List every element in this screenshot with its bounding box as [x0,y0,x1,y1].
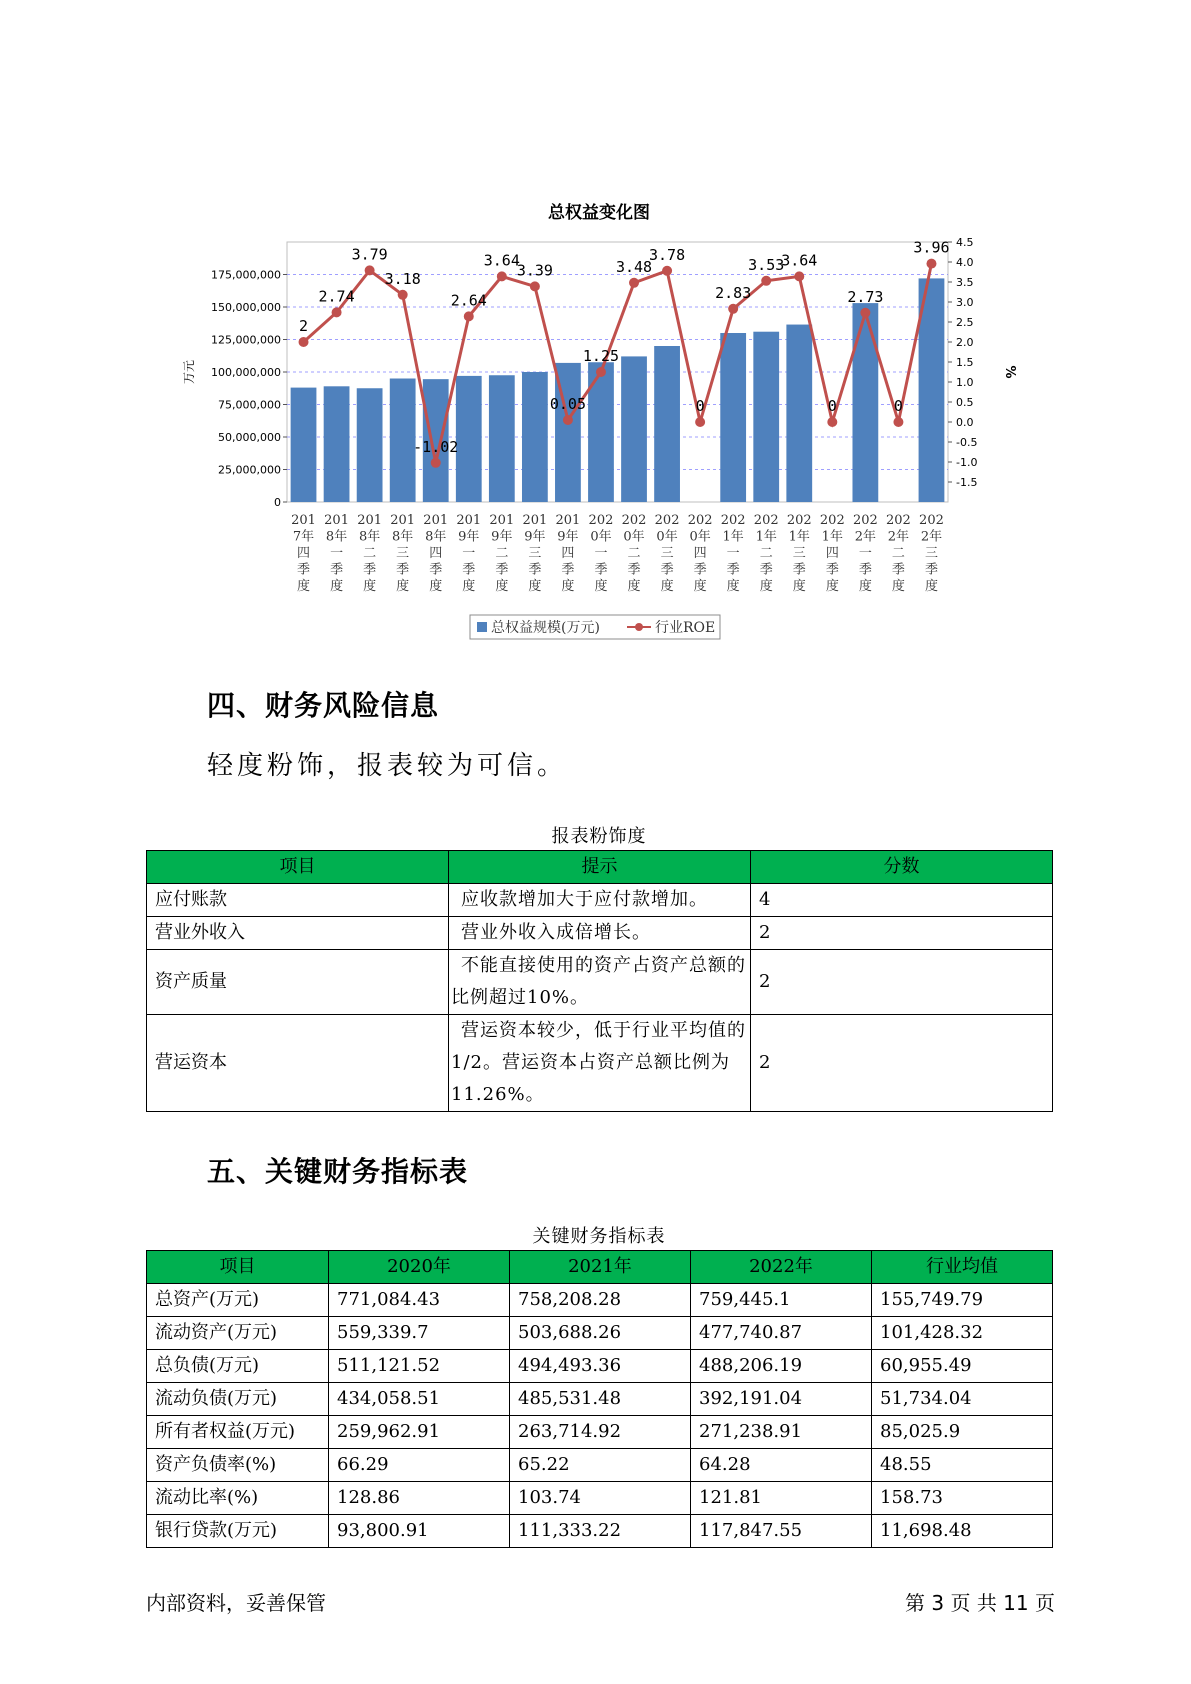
footer-confidential: 内部资料，妥善保管 [146,1591,326,1615]
roe-point [299,337,309,347]
risk-table [146,850,1053,1112]
x-tick-label: 7年 [292,529,315,545]
roe-point [893,417,903,427]
x-tick-label: 度 [561,579,575,594]
roe-point [596,367,606,377]
x-tick-label: 度 [858,579,872,594]
x-tick-label: 1年 [755,529,777,545]
y2-tick-label: 0.5 [956,396,974,409]
bar [720,333,746,502]
section5-heading: 五、关键财务指标表 [207,1155,469,1188]
kpi-label: 总资产(万元) [147,1284,329,1317]
y2-tick-label: 1.0 [956,376,974,389]
bar [753,332,779,502]
bar [291,388,317,502]
kpi-value-industry: 155,749.79 [872,1284,1053,1317]
risk-hint: 营运资本较少，低于行业平均值的1/2。营运资本占资产总额比例为11.26%。 [449,1015,751,1112]
kpi-value-2021: 65.22 [510,1449,691,1482]
x-tick-label: 度 [396,579,410,594]
roe-point [860,308,870,318]
kpi-value-industry: 11,698.48 [872,1515,1053,1548]
x-tick-label: 度 [792,579,806,594]
risk-score: 2 [751,917,1053,950]
risk-item: 资产质量 [147,950,449,1015]
x-tick-label: 0年 [656,529,678,545]
x-tick-label: 202 [852,513,878,528]
x-tick-label: 季 [396,562,410,578]
kpi-value-2020: 434,058.51 [329,1383,510,1416]
x-tick-label: 202 [621,513,647,528]
roe-data-label: 3.53 [748,255,785,274]
x-tick-label: 度 [363,579,377,594]
kpi-value-2020: 259,962.91 [329,1416,510,1449]
x-tick-label: 201 [390,513,416,528]
y-tick-label: 75,000,000 [218,398,281,412]
roe-point [761,276,771,286]
kpi-value-2021: 485,531.48 [510,1383,691,1416]
kpi-value-2021: 758,208.28 [510,1284,691,1317]
x-tick-label: 1年 [722,529,744,545]
bar [621,356,647,502]
y-tick-label: 150,000,000 [211,301,281,314]
x-tick-label: 202 [654,513,680,528]
x-tick-label: 度 [528,579,542,594]
x-tick-label: 度 [462,579,476,594]
x-tick-label: 9年 [524,529,546,545]
roe-data-label: 3.48 [615,257,653,276]
kpi-value-2020: 511,121.52 [329,1350,510,1383]
kpi-table-caption: 关键财务指标表 [532,1226,666,1247]
table-row [147,1350,1053,1383]
roe-point [629,278,639,288]
bar [786,325,812,502]
equity-chart [0,0,1191,660]
risk-score: 2 [751,950,1053,1015]
x-tick-label: 202 [819,513,845,528]
roe-data-label: 3.78 [649,245,686,264]
x-tick-label: 度 [495,579,509,594]
y2-tick-label: -1.0 [956,456,978,469]
x-tick-label: 三 [660,546,674,561]
roe-data-label: -1.02 [413,437,459,456]
section4-heading: 四、财务风险信息 [207,689,440,722]
roe-data-label: 1.25 [582,347,620,365]
x-tick-label: 季 [759,562,773,578]
kpi-value-2022: 117,847.55 [691,1515,872,1548]
x-tick-label: 2年 [887,529,910,545]
y2-tick-label: 0.0 [956,416,974,429]
roe-data-label: 3.39 [516,261,553,280]
kpi-value-2022: 64.28 [691,1449,872,1482]
x-tick-label: 二 [759,546,773,561]
x-tick-label: 201 [489,513,515,528]
x-tick-label: 三 [792,546,806,561]
table-row [147,1015,1053,1112]
x-tick-label: 201 [456,513,482,528]
x-tick-label: 度 [594,579,608,594]
y2-tick-label: -0.5 [956,436,978,449]
x-tick-label: 202 [786,513,812,528]
x-tick-label: 201 [291,513,316,528]
roe-data-label: 0.05 [549,395,586,413]
risk-item: 营运资本 [147,1015,449,1112]
table-row [147,1383,1053,1416]
roe-point [464,311,474,321]
kpi-value-2022: 488,206.19 [691,1350,872,1383]
kpi-value-2021: 103.74 [510,1482,691,1515]
x-tick-label: 一 [858,546,872,561]
x-tick-label: 二 [495,546,509,561]
bar [522,372,548,502]
y-axis-label: 万元 [182,359,196,385]
y2-tick-label: 2.5 [956,316,974,329]
x-tick-label: 0年 [590,529,612,545]
roe-point [431,458,441,468]
table-row [147,1317,1053,1350]
x-tick-label: 三 [924,546,938,561]
x-tick-label: 季 [594,562,608,578]
y2-tick-label: 3.0 [956,296,974,309]
x-tick-label: 202 [753,513,779,528]
x-tick-label: 度 [297,579,311,594]
x-tick-label: 8年 [358,529,381,545]
kpi-value-2020: 128.86 [329,1482,510,1515]
x-tick-label: 202 [720,513,746,528]
y2-tick-label: 4.0 [956,256,974,269]
x-tick-label: 季 [627,562,641,578]
y2-tick-label: 3.5 [956,276,974,289]
y-tick-label: 100,000,000 [211,366,281,379]
y-tick-label: 175,000,000 [211,268,281,282]
y2-axis-label: % [1002,365,1017,379]
x-tick-label: 一 [726,546,740,561]
kpi-value-2021: 263,714.92 [510,1416,691,1449]
bar [357,388,383,502]
kpi-label: 银行贷款(万元) [147,1515,329,1548]
roe-point [827,417,837,427]
kpi-table-header-row [147,1251,1053,1284]
x-tick-label: 二 [627,546,641,561]
x-tick-label: 1年 [821,529,843,545]
kpi-value-industry: 158.73 [872,1482,1053,1515]
bar [654,346,680,502]
roe-data-label: 2 [299,317,309,335]
kpi-value-2021: 503,688.26 [510,1317,691,1350]
risk-hint: 应收款增加大于应付款增加。 [449,884,751,917]
x-tick-label: 一 [462,546,476,561]
table-row [147,884,1053,917]
roe-data-label: 3.64 [781,251,818,270]
bar [324,386,350,502]
kpi-value-2022: 759,445.1 [691,1284,872,1317]
table-row [147,1284,1053,1317]
x-tick-label: 2年 [854,529,877,545]
x-tick-label: 季 [363,562,377,578]
kpi-label: 流动比率(%) [147,1482,329,1515]
x-tick-label: 0年 [689,529,711,545]
equity-chart-svg [0,0,1191,660]
table-row [147,1482,1053,1515]
kpi-label: 流动资产(万元) [147,1317,329,1350]
x-tick-label: 季 [330,562,344,578]
roe-data-label: 2.73 [847,287,884,306]
kpi-value-industry: 51,734.04 [872,1383,1053,1416]
legend-line-marker [635,623,643,631]
y2-tick-label: -1.5 [956,476,978,489]
roe-point [365,265,375,275]
bar [852,303,878,502]
x-tick-label: 季 [825,562,839,578]
footer-page-number: 第 3 页 共 11 页 [905,1591,1055,1615]
table-row [147,1515,1053,1548]
x-tick-label: 季 [792,562,806,578]
legend-bar-label: 总权益规模(万元) [491,620,600,636]
x-tick-label: 202 [919,513,944,528]
kpi-value-2021: 111,333.22 [510,1515,691,1548]
x-tick-label: 四 [297,546,311,561]
x-tick-label: 度 [693,579,707,594]
y-tick-label: 0 [274,496,281,509]
chart-title: 总权益变化图 [548,203,650,223]
x-tick-label: 季 [429,562,443,578]
x-tick-label: 季 [858,562,872,578]
x-tick-label: 三 [396,546,410,561]
x-tick-label: 201 [522,513,548,528]
table-row [147,1416,1053,1449]
x-tick-label: 季 [726,562,740,578]
roe-data-label: 0 [827,397,837,415]
x-tick-label: 季 [495,562,509,578]
x-tick-label: 度 [330,579,344,594]
x-tick-label: 202 [588,513,614,528]
x-tick-label: 季 [462,562,476,578]
kpi-label: 所有者权益(万元) [147,1416,329,1449]
kpi-value-industry: 60,955.49 [872,1350,1053,1383]
x-tick-label: 四 [561,546,575,561]
x-tick-label: 度 [825,579,839,594]
kpi-header-2022: 2022年 [691,1251,872,1284]
y-tick-label: 50,000,000 [218,431,281,444]
roe-point [926,259,936,269]
bar [456,376,482,502]
kpi-value-industry: 85,025.9 [872,1416,1053,1449]
x-tick-label: 季 [660,562,674,578]
x-tick-label: 0年 [623,529,645,545]
kpi-value-2021: 494,493.36 [510,1350,691,1383]
y2-tick-label: 1.5 [956,356,974,369]
risk-item: 应付账款 [147,884,449,917]
bar [390,379,416,503]
kpi-value-industry: 101,428.32 [872,1317,1053,1350]
x-tick-label: 四 [693,546,707,561]
kpi-value-industry: 48.55 [872,1449,1053,1482]
x-tick-label: 9年 [557,529,579,545]
kpi-value-2020: 771,084.43 [329,1284,510,1317]
table-row [147,950,1053,1015]
y2-tick-label: 4.5 [956,236,974,249]
roe-point [530,281,540,291]
roe-point [662,266,672,276]
x-tick-label: 8年 [425,529,447,545]
y-tick-label: 125,000,000 [211,333,281,347]
x-tick-label: 2年 [920,529,943,545]
x-tick-label: 四 [429,546,443,561]
x-tick-label: 一 [330,546,344,561]
kpi-value-2022: 121.81 [691,1482,872,1515]
roe-data-label: 2.64 [450,291,487,310]
risk-score: 4 [751,884,1053,917]
kpi-label: 总负债(万元) [147,1350,329,1383]
risk-summary: 轻度粉饰，报表较为可信。 [207,751,568,781]
x-tick-label: 季 [891,562,905,578]
x-tick-label: 度 [891,579,905,594]
roe-point [563,415,573,425]
risk-table-caption: 报表粉饰度 [551,826,647,847]
legend-line-label: 行业ROE [655,620,716,636]
table-row [147,917,1053,950]
risk-item: 营业外收入 [147,917,449,950]
risk-header-item: 项目 [147,851,449,884]
x-tick-label: 度 [726,579,740,594]
x-tick-label: 二 [891,546,905,561]
kpi-value-2022: 271,238.91 [691,1416,872,1449]
x-tick-label: 季 [297,562,311,578]
risk-header-hint: 提示 [449,851,751,884]
x-tick-label: 9年 [458,529,480,545]
x-tick-label: 二 [363,546,377,561]
x-tick-label: 201 [324,513,349,528]
risk-hint: 不能直接使用的资产占资产总额的比例超过10%。 [449,950,751,1015]
kpi-header-2021: 2021年 [510,1251,691,1284]
x-tick-label: 201 [555,513,581,528]
x-tick-label: 8年 [392,529,414,545]
y2-tick-label: 2.0 [956,336,974,349]
x-tick-label: 度 [660,579,674,594]
kpi-value-2022: 477,740.87 [691,1317,872,1350]
legend-bar-swatch [477,622,487,632]
x-tick-label: 202 [886,513,911,528]
roe-data-label: 0 [893,397,903,415]
x-tick-label: 季 [561,562,575,578]
risk-table-header-row [147,851,1053,884]
roe-data-label: 3.64 [483,251,520,270]
x-tick-label: 8年 [325,529,348,545]
kpi-value-2020: 559,339.7 [329,1317,510,1350]
roe-point [695,417,705,427]
roe-data-label: 3.18 [384,269,421,288]
kpi-value-2022: 392,191.04 [691,1383,872,1416]
roe-data-label: 2.83 [715,283,752,302]
y-tick-label: 25,000,000 [218,463,281,477]
table-row [147,1449,1053,1482]
x-tick-label: 9年 [491,529,513,545]
risk-hint: 营业外收入成倍增长。 [449,917,751,950]
bar [489,375,515,502]
x-tick-label: 一 [594,546,608,561]
x-tick-label: 度 [627,579,641,594]
risk-header-score: 分数 [751,851,1053,884]
x-tick-label: 四 [825,546,839,561]
kpi-header-item: 项目 [147,1251,329,1284]
x-tick-label: 季 [693,562,707,578]
x-tick-label: 度 [429,579,443,594]
x-tick-label: 季 [924,562,938,578]
kpi-table [146,1250,1053,1548]
x-tick-label: 201 [423,513,449,528]
roe-point [794,271,804,281]
kpi-value-2020: 93,800.91 [329,1515,510,1548]
x-tick-label: 202 [687,513,713,528]
x-tick-label: 度 [759,579,773,594]
roe-point [497,271,507,281]
x-tick-label: 三 [528,546,542,561]
x-tick-label: 201 [357,513,383,528]
kpi-label: 资产负债率(%) [147,1449,329,1482]
roe-point [332,307,342,317]
x-tick-label: 季 [528,562,542,578]
kpi-header-industry: 行业均值 [872,1251,1053,1284]
kpi-header-2020: 2020年 [329,1251,510,1284]
roe-data-label: 3.79 [351,245,388,264]
kpi-value-2020: 66.29 [329,1449,510,1482]
roe-point [728,304,738,314]
kpi-label: 流动负债(万元) [147,1383,329,1416]
roe-data-label: 2.74 [318,287,355,306]
roe-data-label: 3.96 [913,238,950,257]
x-tick-label: 1年 [788,529,810,545]
roe-data-label: 0 [695,397,705,415]
roe-point [398,290,408,300]
x-tick-label: 度 [924,579,938,594]
risk-score: 2 [751,1015,1053,1112]
